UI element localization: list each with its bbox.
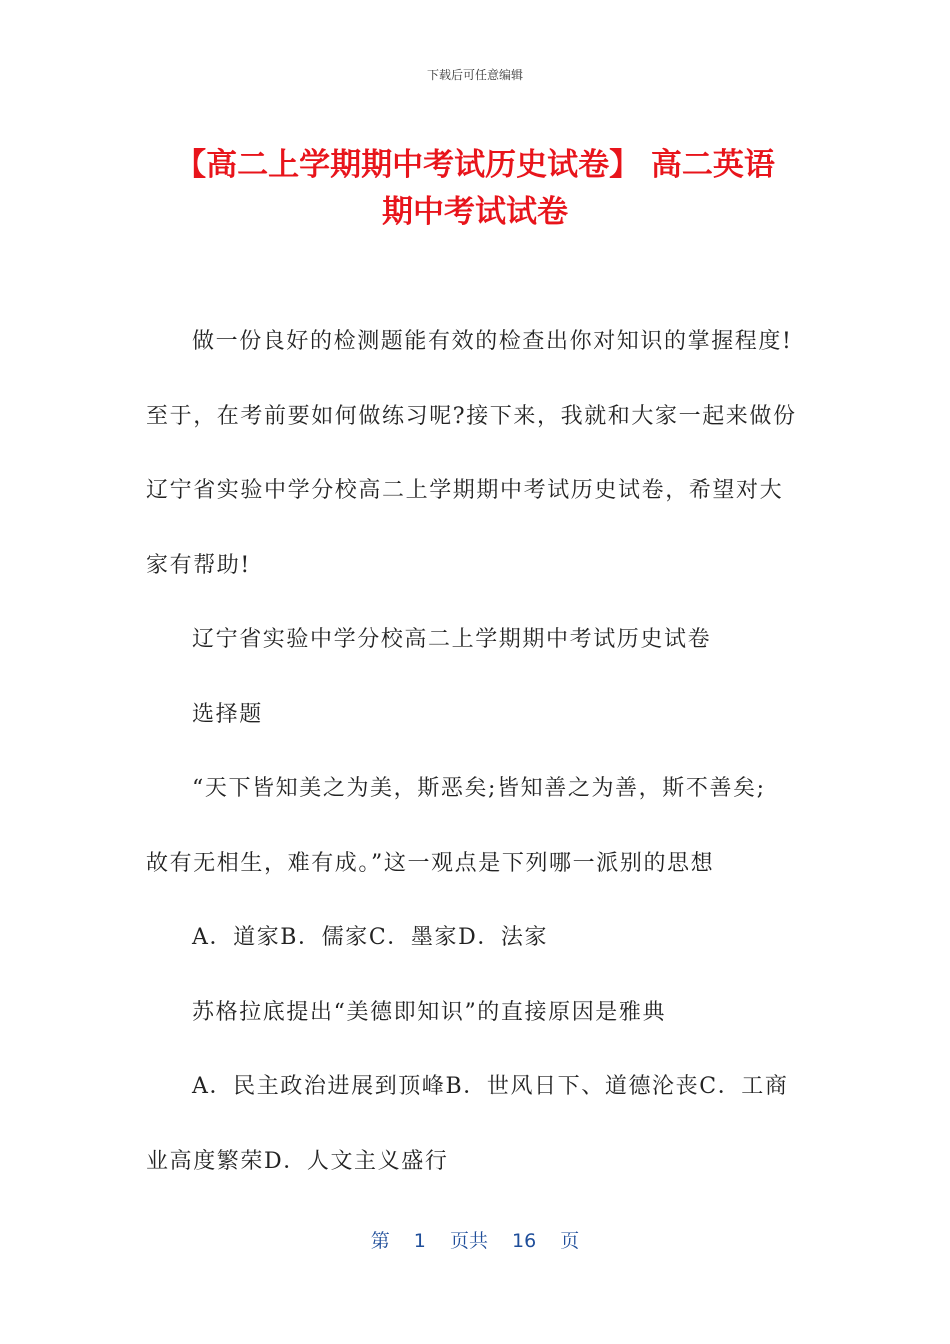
question-line: 故有无相生，难有成。”这一观点是下列哪一派别的思想 [146, 850, 715, 876]
title-line-1: 【高二上学期期中考试历史试卷】 高二英语 [175, 147, 775, 183]
document-body [146, 322, 806, 1216]
paragraph-line: 辽宁省实验中学分校高二上学期期中考试历史试卷，希望对大 [146, 478, 784, 503]
header-note: 下载后可任意编辑 [426, 68, 523, 82]
page-middle: 页共 [449, 1230, 488, 1252]
answer-options: A．道家B．儒家C．墨家D．法家 [192, 925, 549, 950]
current-page: 1 [413, 1230, 426, 1252]
section-label: 选择题 [192, 701, 263, 727]
paragraph-line: 至于，在考前要如何做练习呢?接下来，我就和大家一起来做份 [146, 403, 797, 429]
page-prefix: 第 [370, 1230, 390, 1252]
answer-options: 业高度繁荣D．人文主义盛行 [146, 1148, 449, 1174]
page-footer [0, 1226, 950, 1253]
title-line-2: 期中考试试卷 [382, 194, 568, 230]
question-line: “天下皆知美之为美，斯恶矣;皆知善之为善，斯不善矣; [192, 776, 766, 801]
answer-options: A．民主政治进展到顶峰B．世风日下、道德沦丧C．工商 [192, 1074, 789, 1099]
paragraph-line: 家有帮助! [146, 552, 251, 578]
document-title [120, 142, 830, 236]
question-line: 苏格拉底提出“美德即知识”的直接原因是雅典 [192, 999, 667, 1025]
paragraph-line: 做一份良好的检测题能有效的检查出你对知识的掌握程度! [192, 329, 793, 354]
section-heading: 辽宁省实验中学分校高二上学期期中考试历史试卷 [192, 627, 712, 652]
page-suffix: 页 [560, 1230, 580, 1252]
total-pages: 16 [512, 1230, 537, 1252]
